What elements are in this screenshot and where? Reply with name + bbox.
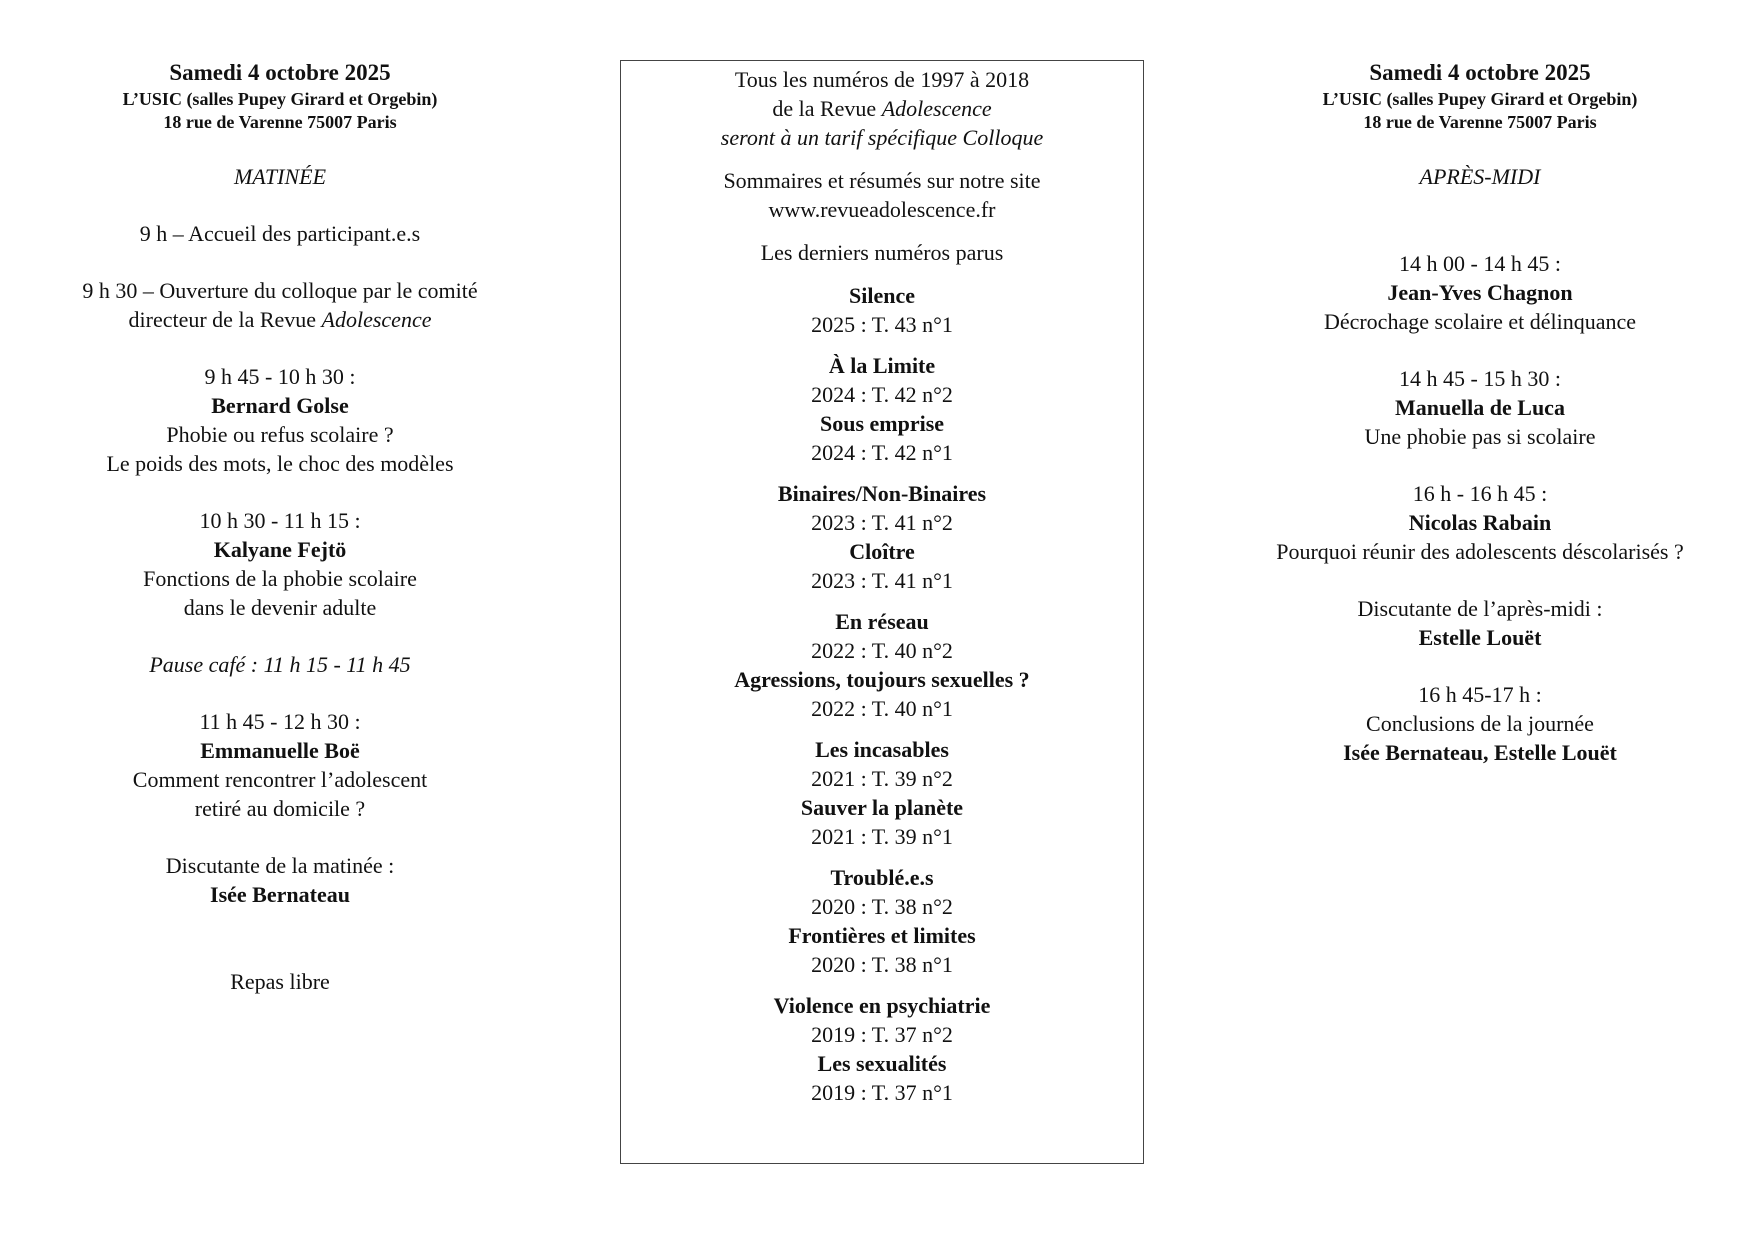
issue-ref: 2021 : T. 39 n°1: [811, 824, 953, 849]
journal-name: Adolescence: [321, 307, 432, 332]
session-label: APRÈS-MIDI: [1419, 164, 1541, 189]
session-label: MATINÉE: [233, 164, 327, 189]
issue-title: Troublé.e.s: [830, 865, 934, 890]
talk-title: Phobie ou refus scolaire ?: [166, 422, 394, 447]
issue-title: Frontières et limites: [788, 923, 976, 948]
talk-time: 9 h 45 - 10 h 30 :: [204, 364, 356, 389]
site-url[interactable]: www.revueadolescence.fr: [768, 197, 996, 222]
discussant-name: Isée Bernateau: [210, 882, 350, 907]
issue-ref: 2025 : T. 43 n°1: [811, 312, 953, 337]
issue-ref: 2024 : T. 42 n°2: [811, 382, 953, 407]
talk-time: 10 h 30 - 11 h 15 :: [199, 508, 361, 533]
morning-program: [30, 58, 530, 996]
issue-group: [621, 991, 1143, 1107]
talk-title: Le poids des mots, le choc des modèles: [106, 451, 454, 476]
talk-time: 14 h 45 - 15 h 30 :: [1399, 366, 1561, 391]
closing-time: 16 h 45-17 h :: [1418, 682, 1542, 707]
issue-group: [621, 281, 1143, 339]
issue-ref: 2021 : T. 39 n°2: [811, 766, 953, 791]
issue-ref: 2020 : T. 38 n°1: [811, 952, 953, 977]
discussant-label: Discutante de l’après-midi :: [1357, 596, 1603, 621]
discussant-name: Estelle Louët: [1418, 625, 1542, 650]
issue-title: À la Limite: [828, 353, 936, 378]
welcome-item: 9 h – Accueil des participant.e.s: [139, 221, 421, 246]
issue-title: Cloître: [849, 539, 915, 564]
talk-title: Une phobie pas si scolaire: [1364, 424, 1596, 449]
issue-ref: 2019 : T. 37 n°1: [811, 1080, 953, 1105]
closing-names: Isée Bernateau, Estelle Louët: [1343, 740, 1617, 765]
opening-line: directeur de la Revue Adolescence: [128, 307, 432, 332]
closing-label: Conclusions de la journée: [1366, 711, 1594, 736]
event-address: 18 rue de Varenne 75007 Paris: [163, 112, 397, 132]
issue-ref: 2022 : T. 40 n°1: [811, 696, 953, 721]
issue-ref: 2020 : T. 38 n°2: [811, 894, 953, 919]
speaker-name: Jean-Yves Chagnon: [1387, 280, 1573, 305]
talk-time: 14 h 00 - 14 h 45 :: [1399, 251, 1561, 276]
talk-title: Décrochage scolaire et délinquance: [1323, 309, 1637, 334]
issue-ref: 2023 : T. 41 n°2: [811, 510, 953, 535]
issue-title: Silence: [849, 283, 915, 308]
issue-title: Sauver la planète: [800, 795, 964, 820]
intro-line: Tous les numéros de 1997 à 2018: [734, 67, 1030, 92]
journal-issues-box: [620, 60, 1144, 1164]
issue-title: Les incasables: [815, 737, 949, 762]
talk-title: dans le devenir adulte: [183, 595, 377, 620]
issue-title: Sous emprise: [819, 411, 945, 436]
speaker-name: Kalyane Fejtö: [213, 537, 347, 562]
event-date: Samedi 4 octobre 2025: [169, 60, 391, 85]
issue-ref: 2019 : T. 37 n°2: [811, 1022, 953, 1047]
talk-title: Comment rencontrer l’adolescent: [132, 767, 428, 792]
event-address: 18 rue de Varenne 75007 Paris: [1363, 112, 1597, 132]
issue-title: En réseau: [835, 609, 929, 634]
issue-group: [621, 863, 1143, 979]
speaker-name: Nicolas Rabain: [1408, 510, 1552, 535]
issue-group: [621, 607, 1143, 723]
journal-name: Adolescence: [881, 96, 992, 121]
issue-title: Violence en psychiatrie: [773, 993, 991, 1018]
speaker-name: Bernard Golse: [211, 393, 349, 418]
issue-group: [621, 735, 1143, 851]
issue-title: Binaires/Non-Binaires: [777, 481, 987, 506]
latest-issues-label: Les derniers numéros parus: [760, 240, 1004, 265]
issue-ref: 2023 : T. 41 n°1: [811, 568, 953, 593]
intro-line: seront à un tarif spécifique Colloque: [720, 125, 1044, 150]
issue-ref: 2024 : T. 42 n°1: [811, 440, 953, 465]
afternoon-program: [1230, 58, 1730, 767]
speaker-name: Manuella de Luca: [1395, 395, 1565, 420]
issue-group: [621, 479, 1143, 595]
issue-ref: 2022 : T. 40 n°2: [811, 638, 953, 663]
speaker-name: Emmanuelle Boë: [200, 738, 360, 763]
talk-time: 11 h 45 - 12 h 30 :: [199, 709, 361, 734]
issue-title: Agressions, toujours sexuelles ?: [734, 667, 1030, 692]
talk-title: Pourquoi réunir des adolescents déscolarisés ?: [1276, 539, 1684, 564]
issue-group: [621, 351, 1143, 467]
lunch-note: Repas libre: [230, 969, 330, 994]
event-venue: L’USIC (salles Pupey Girard et Orgebin): [122, 89, 438, 109]
discussant-label: Discutante de la matinée :: [165, 853, 395, 878]
issue-title: Les sexualités: [817, 1051, 947, 1076]
event-venue: L’USIC (salles Pupey Girard et Orgebin): [1322, 89, 1638, 109]
opening-line: 9 h 30 – Ouverture du colloque par le comité: [82, 278, 478, 303]
event-date: Samedi 4 octobre 2025: [1369, 60, 1591, 85]
coffee-break: Pause café : 11 h 15 - 11 h 45: [149, 652, 411, 677]
site-line: Sommaires et résumés sur notre site: [723, 168, 1041, 193]
talk-time: 16 h - 16 h 45 :: [1412, 481, 1548, 506]
intro-line: de la Revue Adolescence: [772, 96, 992, 121]
talk-title: Fonctions de la phobie scolaire: [143, 566, 417, 591]
talk-title: retiré au domicile ?: [194, 796, 366, 821]
